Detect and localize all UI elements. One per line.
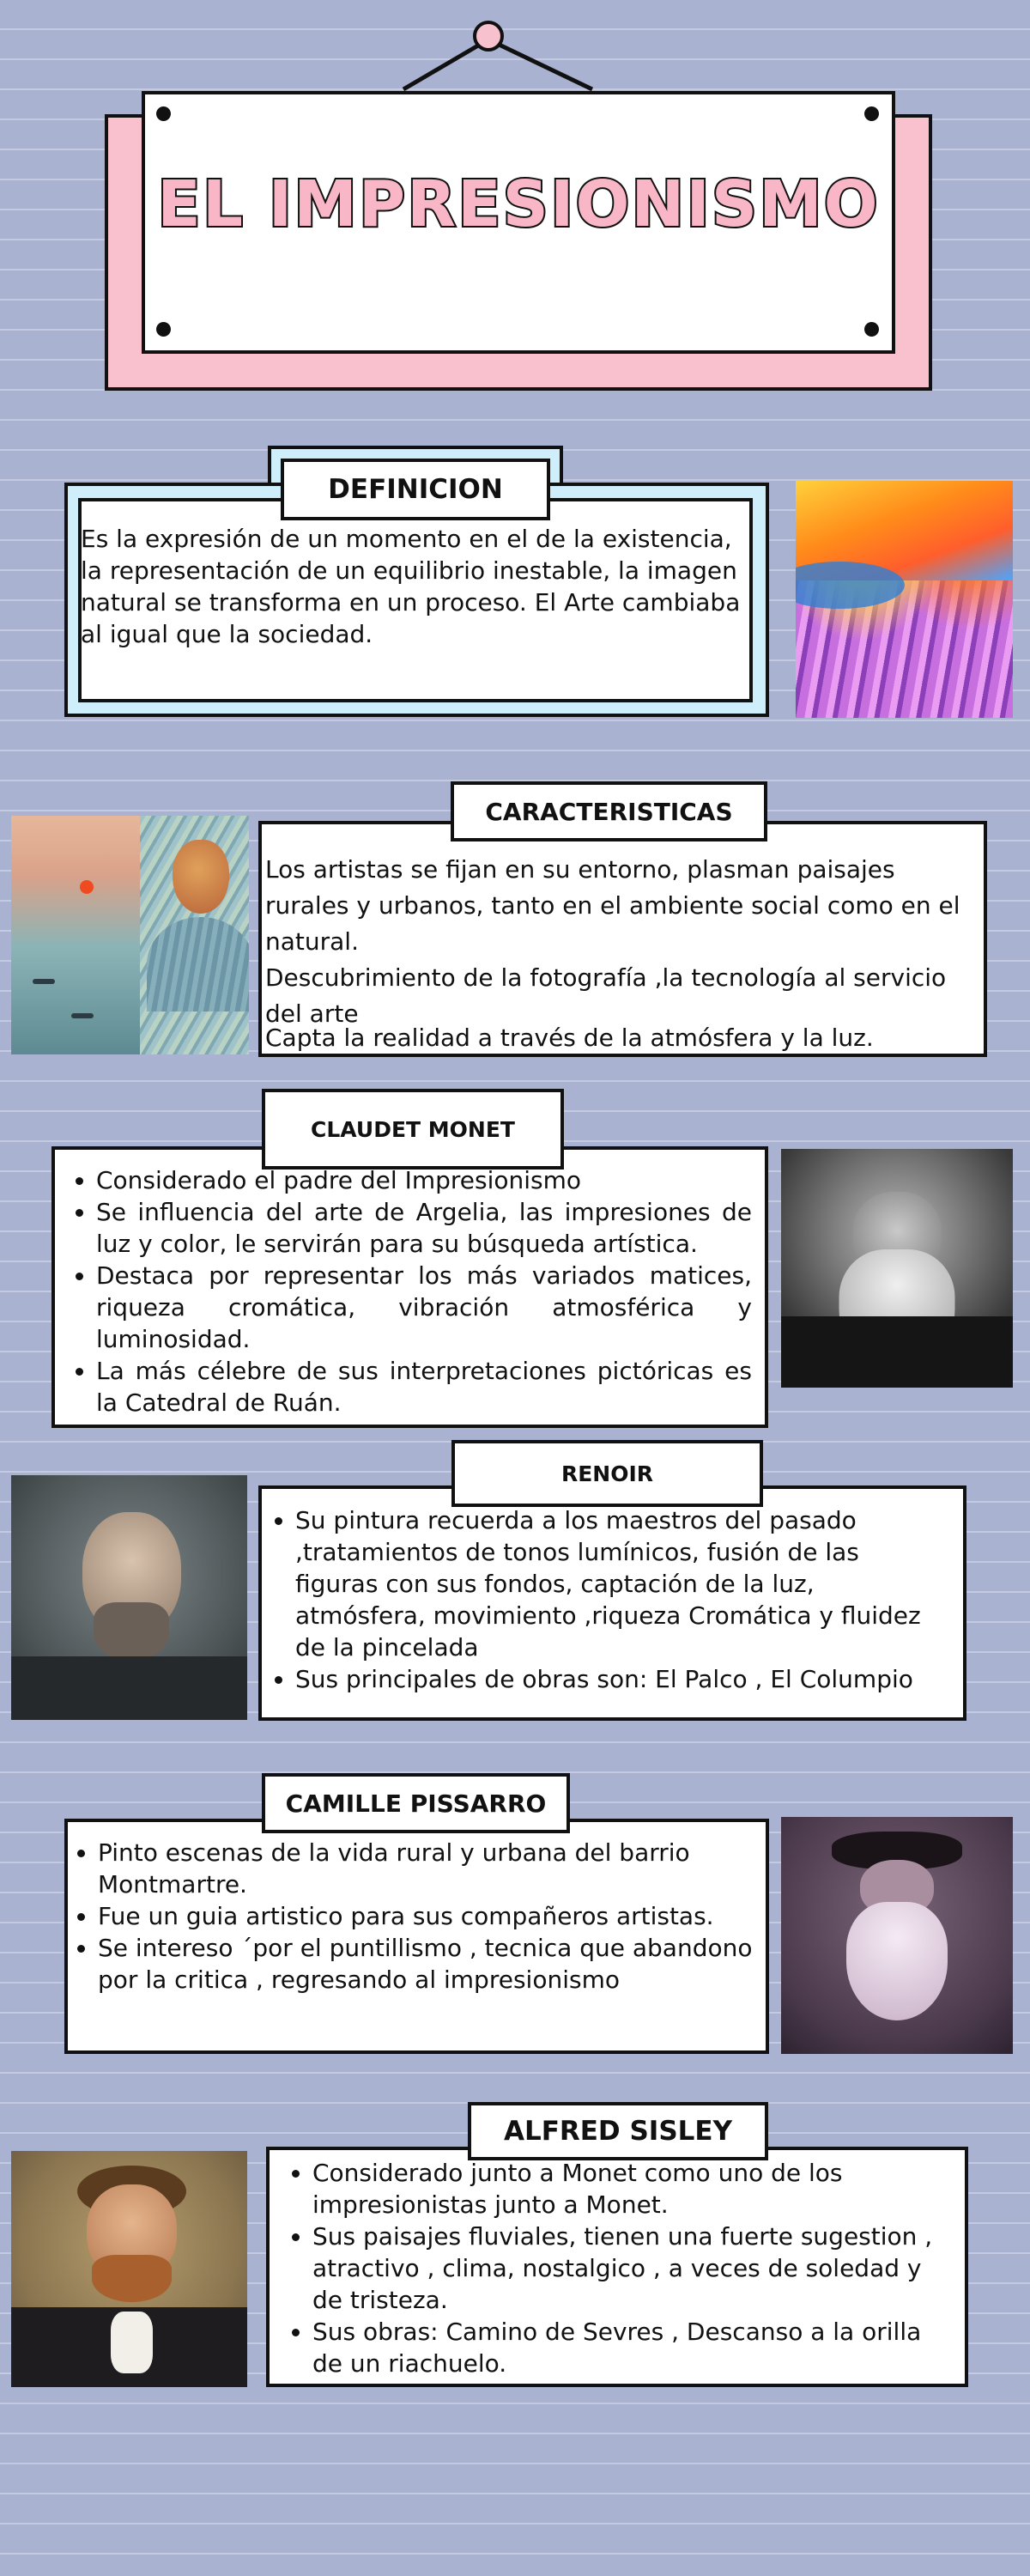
monet-portrait [781,1149,1013,1388]
list-item: • Sus principales de obras son: El Palco , El Columpio [295,1663,949,1695]
pissarro-text [69,1837,755,1996]
pin-icon [473,21,504,52]
caracteristicas-label: CARACTERISTICAS [451,781,767,841]
list-item: • Sus paisajes fluviales, tienen una fuerte sugestion , atractivo , clima, nostalgico , a veces de soledad y de tristeza. [312,2221,954,2316]
list-item: • Sus obras: Camino de Sevres , Descanso a la orilla de un riachuelo. [312,2316,954,2379]
caracteristicas-text [265,852,983,1056]
list-item: • Pinto escenas de la vida rural y urbana del barrio Montmartre. [98,1837,755,1900]
nail-icon [156,106,171,121]
sisley-label: ALFRED SISLEY [468,2102,768,2160]
lavender-field-painting [796,481,1013,718]
list-item: • La más célebre de sus interpretaciones pictóricas es la Catedral de Ruán. [96,1355,752,1419]
list-item: • Fue un guia artistico para sus compañeros artistas. [98,1900,755,1932]
list-item: • Considerado el padre del Impresionismo [96,1164,752,1196]
renoir-text [266,1504,949,1695]
hanging-string [0,0,1030,103]
monet-label: CLAUDET MONET [262,1089,564,1170]
sisley-portrait [11,2151,247,2387]
impression-sunrise-painting [11,816,140,1054]
page-title: EL IMPRESIONISMO [157,167,880,241]
definicion-text: Es la expresión de un momento en el de la existencia, la representación de un equilibrio inestable, la imagen natural se transforma en un proceso. El Arte cambiaba al igual que la sociedad. [81,525,741,648]
renoir-portrait [11,1475,247,1720]
list-item: • Se intereso ´por el puntillismo , tecnica que abandono por la critica , regresando al impresionismo [98,1932,755,1996]
list-item: • Considerado junto a Monet como uno de los impresionistas junto a Monet. [312,2157,954,2221]
caracteristicas-p1: Los artistas se fijan en su entorno, plasman paisajes rurales y urbanos, tanto en el ambiente social como en el natural. [265,855,960,956]
sisley-text [283,2157,954,2379]
nail-icon [864,322,879,337]
van-gogh-portrait [140,816,249,1054]
list-item: • Destaca por representar los más variados matices, riqueza cromática, vibración atmosférica y luminosidad. [96,1260,752,1355]
caracteristicas-p2: Descubrimiento de la fotografía ,la tecnología al servicio del arte [265,963,947,1028]
caracteristicas-p3: Capta la realidad a través de la atmósfera y la luz. [265,1024,874,1052]
list-item: • Se influencia del arte de Argelia, las impresiones de luz y color, le servirán para su búsqueda artística. [96,1196,752,1260]
pissarro-label: CAMILLE PISSARRO [262,1773,570,1833]
nail-icon [864,106,879,121]
monet-text [67,1164,752,1419]
pissarro-portrait [781,1817,1013,2054]
renoir-label: RENOIR [451,1440,763,1507]
list-item: • Su pintura recuerda a los maestros del pasado ,tratamientos de tonos lumínicos, fusión de las figuras con sus fondos, captación de la luz, atmósfera, movimiento ,riqueza Cromática y fluidez de la pincelada [295,1504,949,1663]
nail-icon [156,322,171,337]
definicion-label: DEFINICION [281,459,550,520]
